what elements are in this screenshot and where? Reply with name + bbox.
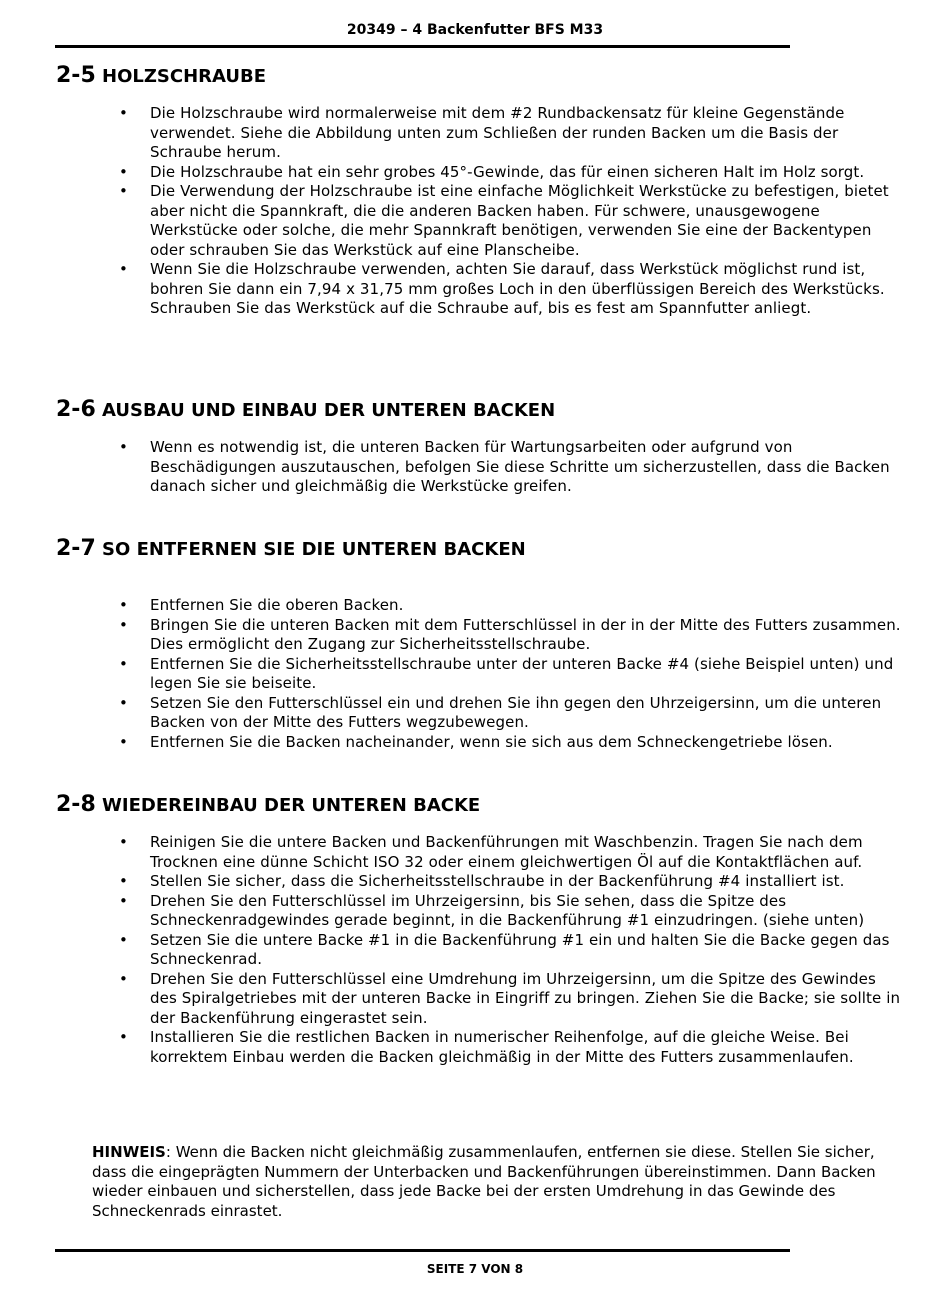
list-item: • Installieren Sie die restlichen Backen in numerischer Reihenfolge, auf die gleiche Weise. Bei korrektem Einbau werden die Backen gleichmäßig in der Mitte des Futters zusammenlaufen. — [119, 1028, 854, 1066]
page-header-title: 20349 – 4 Backenfutter BFS M33 — [346, 22, 604, 38]
bullet-icon: • — [119, 1028, 128, 1046]
list-item: • Die Holzschraube hat ein sehr grobes 45°-Gewinde, das für einen sicheren Halt im Holz sorgt. — [119, 162, 865, 181]
bullet-icon: • — [119, 615, 128, 634]
section-2-6 — [56, 398, 906, 497]
bullet-icon: • — [119, 732, 128, 751]
list-item: • Entfernen Sie die oberen Backen. — [119, 596, 404, 614]
list-item: • Stellen Sie sicher, dass die Sicherheitsstellschraube in der Backenführung #4 installiert ist. — [119, 872, 845, 890]
list-item: • Reinigen Sie die untere Backen und Backenführungen mit Waschbenzin. Tragen Sie nach dem Trocknen eine dünne Schicht ISO 32 oder einem gleichwertigen Öl auf die Kontaktflächen auf. — [119, 833, 863, 871]
section-number: 2-6 — [56, 397, 96, 422]
bullet-icon: • — [119, 833, 128, 851]
list-item: • Entfernen Sie die Sicherheitsstellschraube unter der unteren Backe #4 (siehe Beispiel unten) und legen Sie sie beiseite. — [119, 654, 894, 692]
list-item: • Wenn es notwendig ist, die unteren Backen für Wartungsarbeiten oder aufgrund von Beschädigungen auszutauschen, befolgen Sie diese Schritte um sicherzustellen, dass die Backen danach sicher und gleichmäßig die Werkstücke greifen. — [119, 438, 890, 495]
bullet-icon: • — [119, 438, 128, 456]
list-item: • Die Verwendung der Holzschraube ist eine einfache Möglichkeit Werkstücke zu befestigen, bietet aber nicht die Spannkraft, die die anderen Backen haben. Für schwere, unausgewogene Werkstücke oder solche, die mehr Spannkraft benötigen, verwenden Sie eine der Backentypen oder schrauben Sie das Werkstück auf eine Planscheibe. — [119, 182, 889, 259]
footer-rule — [55, 1249, 790, 1252]
section-heading — [56, 537, 906, 562]
bullet-icon: • — [119, 891, 128, 910]
section-number: 2-8 — [56, 792, 96, 817]
bullet-list — [56, 438, 906, 497]
bullet-list — [56, 596, 906, 752]
section-title: WIEDEREINBAU DER UNTEREN BACKE — [102, 795, 481, 816]
bullet-icon: • — [119, 104, 128, 122]
section-title: AUSBAU UND EINBAU DER UNTEREN BACKEN — [102, 400, 556, 421]
list-item: • Drehen Sie den Futterschlüssel im Uhrzeigersinn, bis Sie sehen, dass die Spitze des Schneckenradgewindes gerade beginnt, in die Backenführung #1 einzudringen. (siehe unten) — [119, 891, 865, 929]
bullet-icon: • — [119, 693, 128, 712]
bullet-icon: • — [119, 162, 128, 181]
header-rule — [55, 45, 790, 48]
list-item: • Bringen Sie die unteren Backen mit dem Futterschlüssel in der in der Mitte des Futters zusammen. Dies ermöglicht den Zugang zur Sicherheitsstellschraube. — [119, 615, 901, 653]
list-item: • Setzen Sie die untere Backe #1 in die Backenführung #1 ein und halten Sie die Backe gegen das Schneckenrad. — [119, 930, 890, 968]
section-title: SO ENTFERNEN SIE DIE UNTEREN BACKEN — [102, 539, 526, 560]
section-heading — [56, 398, 906, 423]
section-2-8 — [56, 793, 906, 1067]
bullet-list — [56, 833, 906, 1067]
bullet-icon: • — [119, 654, 128, 673]
page-number: SEITE 7 VON 8 — [426, 1262, 524, 1276]
section-2-7 — [56, 537, 906, 752]
bullet-list — [56, 104, 906, 319]
bullet-icon: • — [119, 930, 128, 949]
bullet-icon: • — [119, 182, 128, 200]
note-text: : Wenn die Backen nicht gleichmäßig zusammenlaufen, entfernen sie diese. Stellen Sie sicher, dass die eingeprägten Nummern der Unterbacken und Backenführungen übereinstimmen. Dann Backen wieder einbauen und sicherstellen, dass jede Backe bei der ersten Umdrehung in das Gewinde des Schneckenrads einrastet. — [92, 1143, 876, 1220]
list-item: • Setzen Sie den Futterschlüssel ein und drehen Sie ihn gegen den Uhrzeigersinn, um die unteren Backen von der Mitte des Futters wegzubewegen. — [119, 693, 882, 731]
list-item: • Drehen Sie den Futterschlüssel eine Umdrehung im Uhrzeigersinn, um die Spitze des Gewindes des Spiralgetriebes mit der unteren Backe in Eingriff zu bringen. Ziehen Sie die Backe; sie sollte in der Backenführung eingerastet sein. — [119, 969, 901, 1027]
bullet-icon: • — [119, 596, 128, 614]
bullet-icon: • — [119, 260, 128, 278]
note-paragraph — [92, 1143, 892, 1221]
list-item: • Wenn Sie die Holzschraube verwenden, achten Sie darauf, dass Werkstück möglichst rund ist, bohren Sie dann ein 7,94 x 31,75 mm großes Loch in den überflüssigen Bereich des Werkstücks. Schrauben Sie das Werkstück auf die Schraube auf, bis es fest am Spannfutter anliegt. — [119, 260, 885, 317]
section-number: 2-7 — [56, 536, 96, 561]
section-heading — [56, 64, 906, 89]
bullet-icon: • — [119, 969, 128, 988]
list-item: • Entfernen Sie die Backen nacheinander, wenn sie sich aus dem Schneckengetriebe lösen. — [119, 732, 833, 751]
section-2-5 — [56, 64, 906, 319]
section-number: 2-5 — [56, 63, 96, 88]
list-item: • Die Holzschraube wird normalerweise mit dem #2 Rundbackensatz für kleine Gegenstände verwendet. Siehe die Abbildung unten zum Schließen der runden Backen um die Basis der Schraube herum. — [119, 104, 845, 161]
section-heading — [56, 793, 906, 818]
note-label: HINWEIS — [92, 1143, 166, 1161]
bullet-icon: • — [119, 872, 128, 890]
section-title: HOLZSCHRAUBE — [102, 66, 267, 87]
